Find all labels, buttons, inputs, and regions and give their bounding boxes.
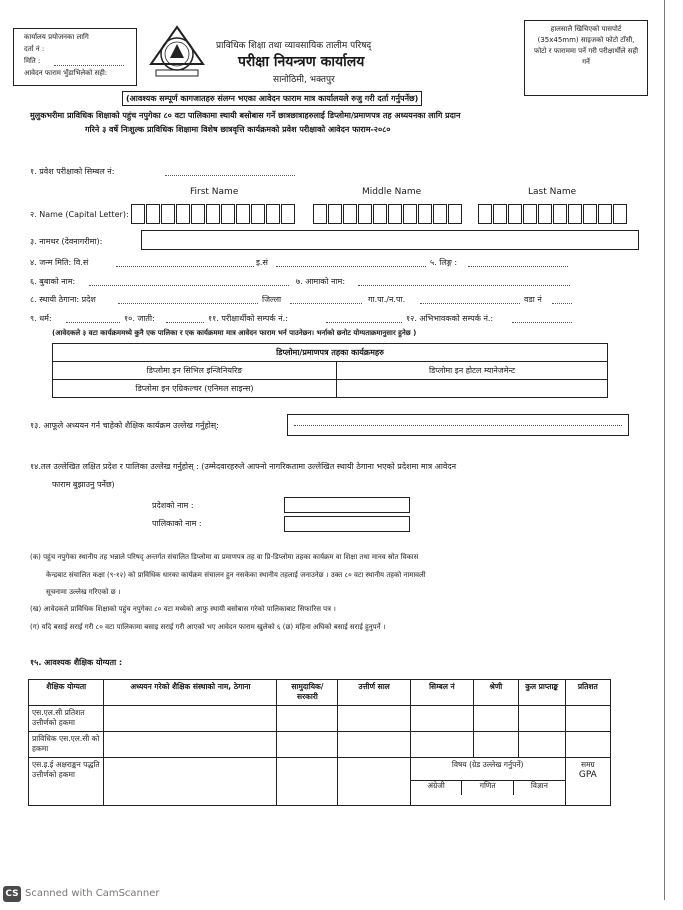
mother-name-input[interactable] [358, 285, 570, 286]
guardian-contact-input[interactable] [512, 322, 572, 323]
province-name-input[interactable] [284, 497, 410, 513]
qual-row-technical-slc: प्राविधिक एस.एल.सी को हकमा [29, 732, 104, 758]
submission-notice: (आवश्यक सम्पूर्ण कागजातहरु संलग्न भएका आवेदन फाराम मात्र कार्यालयले रुजु गरी दर्ता गर्नुपर्नेछ) [122, 91, 422, 106]
symbol-number-label: १. प्रवेश परीक्षाको सिम्बल नं: [30, 167, 115, 176]
see-year-cell[interactable] [338, 758, 410, 806]
dob-ad-input[interactable] [276, 266, 426, 267]
math-grade-label: गणित [462, 781, 514, 795]
overall-gpa-cell [565, 758, 610, 806]
slc-year-cell[interactable] [338, 706, 410, 732]
desired-program-label: १३. आफूले अध्ययन गर्न चाहेको शैक्षिक कार्यक्रम उल्लेख गर्नुहोस्: [30, 421, 219, 430]
gender-label: ५. लिङ्ग : [430, 258, 458, 267]
last-name-heading: Last Name [528, 187, 577, 197]
see-type-cell[interactable] [277, 758, 338, 806]
ward-input[interactable] [552, 303, 572, 304]
slc-type-cell[interactable] [277, 706, 338, 732]
form-intro-line1: मुलुकभरीमा प्राविधिक शिक्षाको पहुंच नपुगेका ८० वटा पालिकामा स्थायी बसोबास गर्ने छात्रछात्राहरुलाई डिप्लोमा/प्रमाणपत्र तह अध्ययनका लागि प्रदान [30, 111, 461, 120]
qual-header-pass-year: उत्तीर्ण साल [338, 680, 410, 706]
candidate-contact-label: ११. परीक्षार्थीको सम्पर्क नं.: [208, 314, 288, 323]
see-subject-grades [410, 758, 565, 806]
ward-label: वडा नं [524, 295, 542, 304]
office-use-box [13, 28, 137, 86]
nepal-emblem-logo [148, 24, 206, 82]
tslc-marks-cell[interactable] [518, 732, 565, 758]
dob-bs-input[interactable] [116, 266, 254, 267]
qual-header-qualification: शैक्षिक योग्यता [29, 680, 104, 706]
qual-header-community-govt: सामुदायिक/ सरकारी [277, 680, 338, 706]
note-ka-line2: केन्द्रबाट संचालित कक्षा (९-१२) को प्राविधिक धारका कार्यक्रम संचालन हुन नसकेका स्थानीय तहलाई जनाउनेछ । उक्त ८० वटा स्थानीय तहको नामावली [46, 571, 426, 579]
qualification-heading: १५. आवश्यक शैक्षिक योग्यता : [30, 658, 123, 667]
tslc-percent-cell[interactable] [565, 732, 610, 758]
qual-header-percentage: प्रतिशत [565, 680, 610, 706]
see-institution-cell[interactable] [104, 758, 277, 806]
tslc-institution-cell[interactable] [104, 732, 277, 758]
qual-row-see-grading: एस.इ.ई अक्षराङ्कन पद्धति उत्तीर्णको हकमा [29, 758, 104, 806]
first-name-heading: First Name [190, 187, 239, 197]
note-ka-line3: सूचनामा उल्लेख गरिएको छ । [46, 588, 121, 596]
last-name-boxes[interactable] [478, 204, 628, 224]
slc-marks-cell[interactable] [518, 706, 565, 732]
scanner-watermark: Scanned with CamScanner [25, 888, 160, 899]
slc-percent-cell[interactable] [565, 706, 610, 732]
province-input[interactable] [118, 303, 258, 304]
father-name-input[interactable] [89, 285, 289, 286]
registration-number-label: दर्ता नं : [24, 45, 45, 53]
qual-header-division: श्रेणी [474, 680, 519, 706]
dob-ad-label: इ.सं [256, 258, 268, 267]
empty-cell [337, 380, 608, 398]
program-hotel-management[interactable]: डिप्लोमा इन होटल म्यानेजमेन्ट [337, 362, 608, 380]
province-name-label: प्रदेशको नाम : [152, 501, 194, 510]
palika-name-label: पालिकाको नाम : [152, 519, 202, 528]
gpa-label: GPA [578, 770, 597, 780]
program-agriculture-animal-science[interactable]: डिप्लोमा इन एग्रिकल्चर (एनिमल साइन्स) [53, 380, 337, 398]
photo-instruction: हालसालै खिचिएको पासपोर्ट (35x45mm) साइजको फोटो टाँसी, फोटो र फाराममा पर्ने गरी परीक्षार्थीले सही गर्ने [533, 25, 639, 66]
slc-symbol-cell[interactable] [410, 706, 473, 732]
caste-label: १०. जाती: [124, 314, 155, 323]
camscanner-logo: CS [3, 886, 21, 902]
program-table-header: डिप्लोमा/प्रमाणपत्र तहका कार्यक्रमहरु [53, 344, 608, 362]
note-ga: (ग) यदि बसाई सराई गरी ८० वटा पालिकामा बसाइ सराई गरी आएको भए आवेदन फाराम खुलेको ६ (छ) महिना अघिको बसाई सराई हुनुपर्ने । [30, 623, 386, 631]
target-province-heading-line2: फाराम बुझाउनु पर्नेछ) [52, 480, 115, 489]
photo-box [524, 20, 648, 96]
checker-label: आवेदन फाराम भुँडाभिलेको सही: [24, 69, 108, 77]
tslc-year-cell[interactable] [338, 732, 410, 758]
caste-input[interactable] [166, 322, 204, 323]
qual-header-institution: अध्ययन गरेको शैक्षिक संस्थाको नाम, ठेगाना [104, 680, 277, 706]
first-name-boxes[interactable] [131, 204, 296, 224]
subject-grade-label: विषय (ग्रेड उल्लेख गर्नुपर्ने) [451, 760, 524, 769]
district-input[interactable] [290, 303, 362, 304]
english-grade-label: अंग्रेजी [411, 781, 463, 795]
date-label: मिति : [24, 57, 41, 65]
devanagari-name-label: ३. नामथर (देवनागरीमा): [30, 237, 103, 246]
symbol-number-input[interactable] [165, 175, 295, 176]
qual-header-symbol-no: सिम्बल नं [410, 680, 473, 706]
program-table [52, 343, 608, 398]
program-civil-engineering[interactable]: डिप्लोमा इन सिभिल इन्जिनियरिङ [53, 362, 337, 380]
municipality-label: गा.पा./न.पा. [368, 295, 406, 304]
candidate-contact-input[interactable] [326, 322, 402, 323]
municipality-input[interactable] [420, 303, 520, 304]
office-title: परीक्षा नियन्त्रण कार्यालय [238, 54, 365, 70]
program-selection-note: (आवेदकले ३ वटा कार्यक्रममध्ये कुनै एक पालिका र एक कार्यक्रममा मात्र आवेदन फाराम भर्न पाउनेछन। भर्नाको छनोट योग्यताक्रमानुसार हुनेछ ) [52, 329, 417, 337]
science-grade-label: विज्ञान [530, 781, 548, 790]
palika-name-input[interactable] [284, 516, 410, 532]
middle-name-heading: Middle Name [362, 187, 422, 197]
permanent-address-label: ८. स्थायी ठेगाना: प्रदेश [30, 295, 96, 304]
religion-label: ९. धर्म: [30, 314, 52, 323]
religion-input[interactable] [66, 322, 120, 323]
guardian-contact-label: १२. अभिभावकको सम्पर्क नं.: [406, 314, 494, 323]
devanagari-name-input[interactable] [141, 230, 639, 250]
qual-header-total-marks: कुल प्राप्ताङ्क [518, 680, 565, 706]
mother-name-label: ७. आमाको नाम: [296, 277, 346, 286]
note-kha: (ख) आवेदकले प्राविधिक शिक्षाको पहुंच नपुगेका ८० वटा मध्येको आफु स्थायी बसोबास गरेको पालिकाबाट सिफारिस पत्र । [30, 605, 336, 613]
tslc-type-cell[interactable] [277, 732, 338, 758]
overall-label: समग्र [580, 760, 595, 769]
middle-name-boxes[interactable] [313, 204, 463, 224]
scan-edge-line [664, 0, 665, 900]
slc-institution-cell[interactable] [104, 706, 277, 732]
district-label: जिल्ला [262, 295, 282, 304]
office-use-title: कार्यालय प्रयोजनका लागि [24, 33, 89, 41]
qualification-table [28, 679, 611, 806]
dob-bs-label: ४. जन्म मिति: वि.सं [30, 258, 89, 267]
gender-input[interactable] [468, 266, 568, 267]
father-name-label: ६. बुबाको नाम: [30, 277, 76, 286]
office-location: सानोठिमी, भक्तपुर [273, 75, 335, 85]
date-line [54, 65, 124, 66]
slc-division-cell[interactable] [474, 706, 519, 732]
desired-program-input[interactable] [287, 414, 629, 436]
tslc-division-cell[interactable] [474, 732, 519, 758]
note-ka-line1: (क) पहुंच नपुगेका स्थानीय तह भन्नाले परिषद् अन्तर्गत संचालित डिप्लोमा वा प्रमाणपत्र तह वा प्रि-डिप्लोमा तहका कार्यक्रम वा शिक्षा तथा मानव स्रोत विकास [30, 553, 419, 561]
qual-row-slc: एस.एल.सी प्रतिशत उत्तीर्णको हकमा [29, 706, 104, 732]
name-capital-label: २. Name (Capital Letter): [30, 210, 129, 219]
target-province-heading-line1: १४.तल उल्लेखित लक्षित प्रदेश र पालिका उल्लेख गर्नुहोस् : (उम्मेदवारहरुले आफ्नो नागरिकतामा उल्लेखित स्थायी ठेगाना भएको प्रदेशमा मात्र आवेदन [30, 462, 457, 471]
form-intro-line2: गरिने ३ वर्षे निःशुल्क प्राविधिक शिक्षामा विशेष छात्रवृत्ति कार्यक्रमको प्रवेश परीक्षाको आवेदन फाराम-२०८० [85, 125, 391, 134]
tslc-symbol-cell[interactable] [410, 732, 473, 758]
council-name: प्राविधिक शिक्षा तथा व्यावसायिक तालीम परिषद् [216, 41, 372, 51]
